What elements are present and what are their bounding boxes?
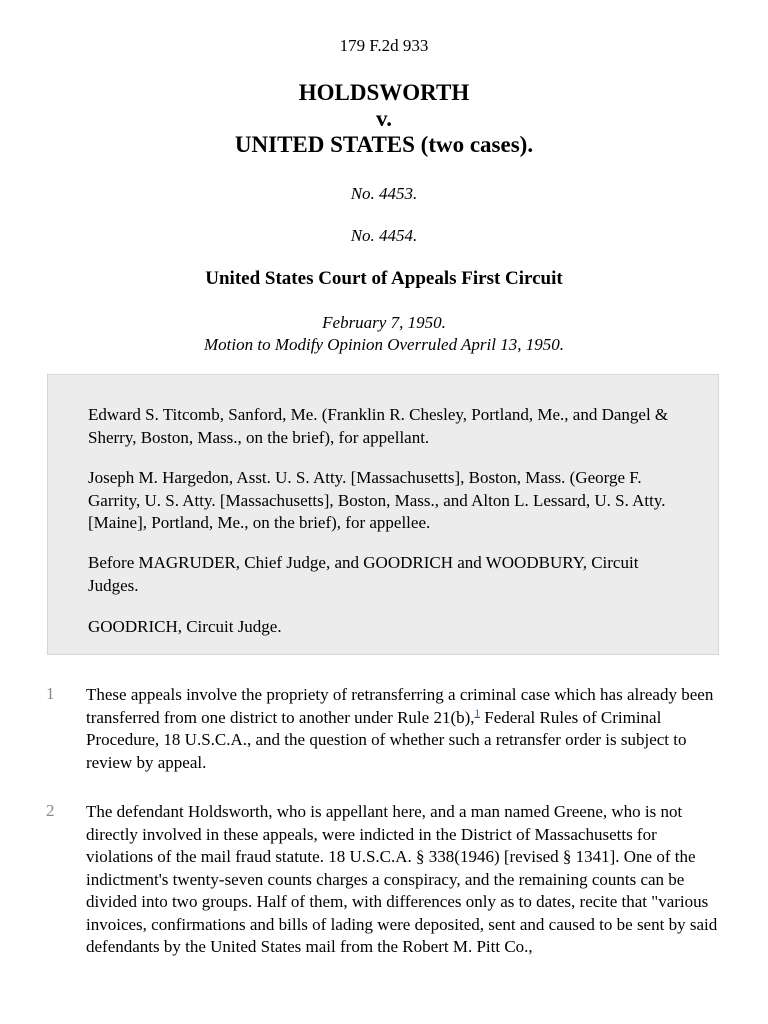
docket-number-1: No. 4453. xyxy=(350,184,418,203)
paragraph-number: 2 xyxy=(46,801,55,820)
decision-date: February 7, 1950. xyxy=(322,313,446,332)
counsel-box xyxy=(47,374,719,655)
motion-date: Motion to Modify Opinion Overruled April 13, 1950. xyxy=(204,335,564,354)
paragraph-text xyxy=(86,684,726,774)
paragraph-text-part: Federal Rules of Criminal Procedure, 18 U.S.C.A., and the question of whether such a retransfer order is subject to review by appeal. xyxy=(86,707,687,772)
counsel-appellant: Edward S. Titcomb, Sanford, Me. (Franklin R. Chesley, Portland, Me., and Dangel & Sherry, Boston, Mass., on the brief), for appellant. xyxy=(88,405,669,447)
case-citation: 179 F.2d 933 xyxy=(339,36,429,55)
court-name: United States Court of Appeals First Circuit xyxy=(205,268,563,289)
paragraph-number: 1 xyxy=(46,684,55,703)
footnote-link[interactable]: 1 xyxy=(474,706,481,719)
opinion-author: GOODRICH, Circuit Judge. xyxy=(88,617,282,636)
case-title xyxy=(0,80,768,158)
docket-number-2: No. 4454. xyxy=(350,226,418,245)
decision-dates xyxy=(0,312,768,356)
case-title-versus: v. xyxy=(376,106,392,131)
bench-panel: Before MAGRUDER, Chief Judge, and GOODRICH and WOODBURY, Circuit Judges. xyxy=(88,553,639,595)
paragraph-text-part: These appeals involve the propriety of retransferring a criminal case which has already been transferred from one district to another under Rule 21(b), xyxy=(86,685,714,727)
case-title-party-1: HOLDSWORTH xyxy=(298,80,470,105)
case-title-party-2: UNITED STATES (two cases). xyxy=(234,132,534,157)
paragraph-text: The defendant Holdsworth, who is appellant here, and a man named Greene, who is not directly involved in these appeals, were indicted in the District of Massachusetts for violations of the mail fraud statute. 18 U.S.C.A. § 338(1946) [revised § 1341]. One of the indictment's twenty-seven counts charges a conspiracy, and the remaining counts can be divided into two groups. Half of them, with differences only as to dates, recite that "various invoices, confirmations and bills of lading were deposited, sent and caused to be sent by said defendants by the United States mail from the Robert M. Pitt Co., xyxy=(86,802,718,956)
counsel-appellee: Joseph M. Hargedon, Asst. U. S. Atty. [Massachusetts], Boston, Mass. (George F. Garrity, U. S. Atty. [Massachusetts], Boston, Mass., and Alton L. Lessard, U. S. Atty. [Maine], Portland, Me., on the brief), for appellee. xyxy=(88,468,666,532)
